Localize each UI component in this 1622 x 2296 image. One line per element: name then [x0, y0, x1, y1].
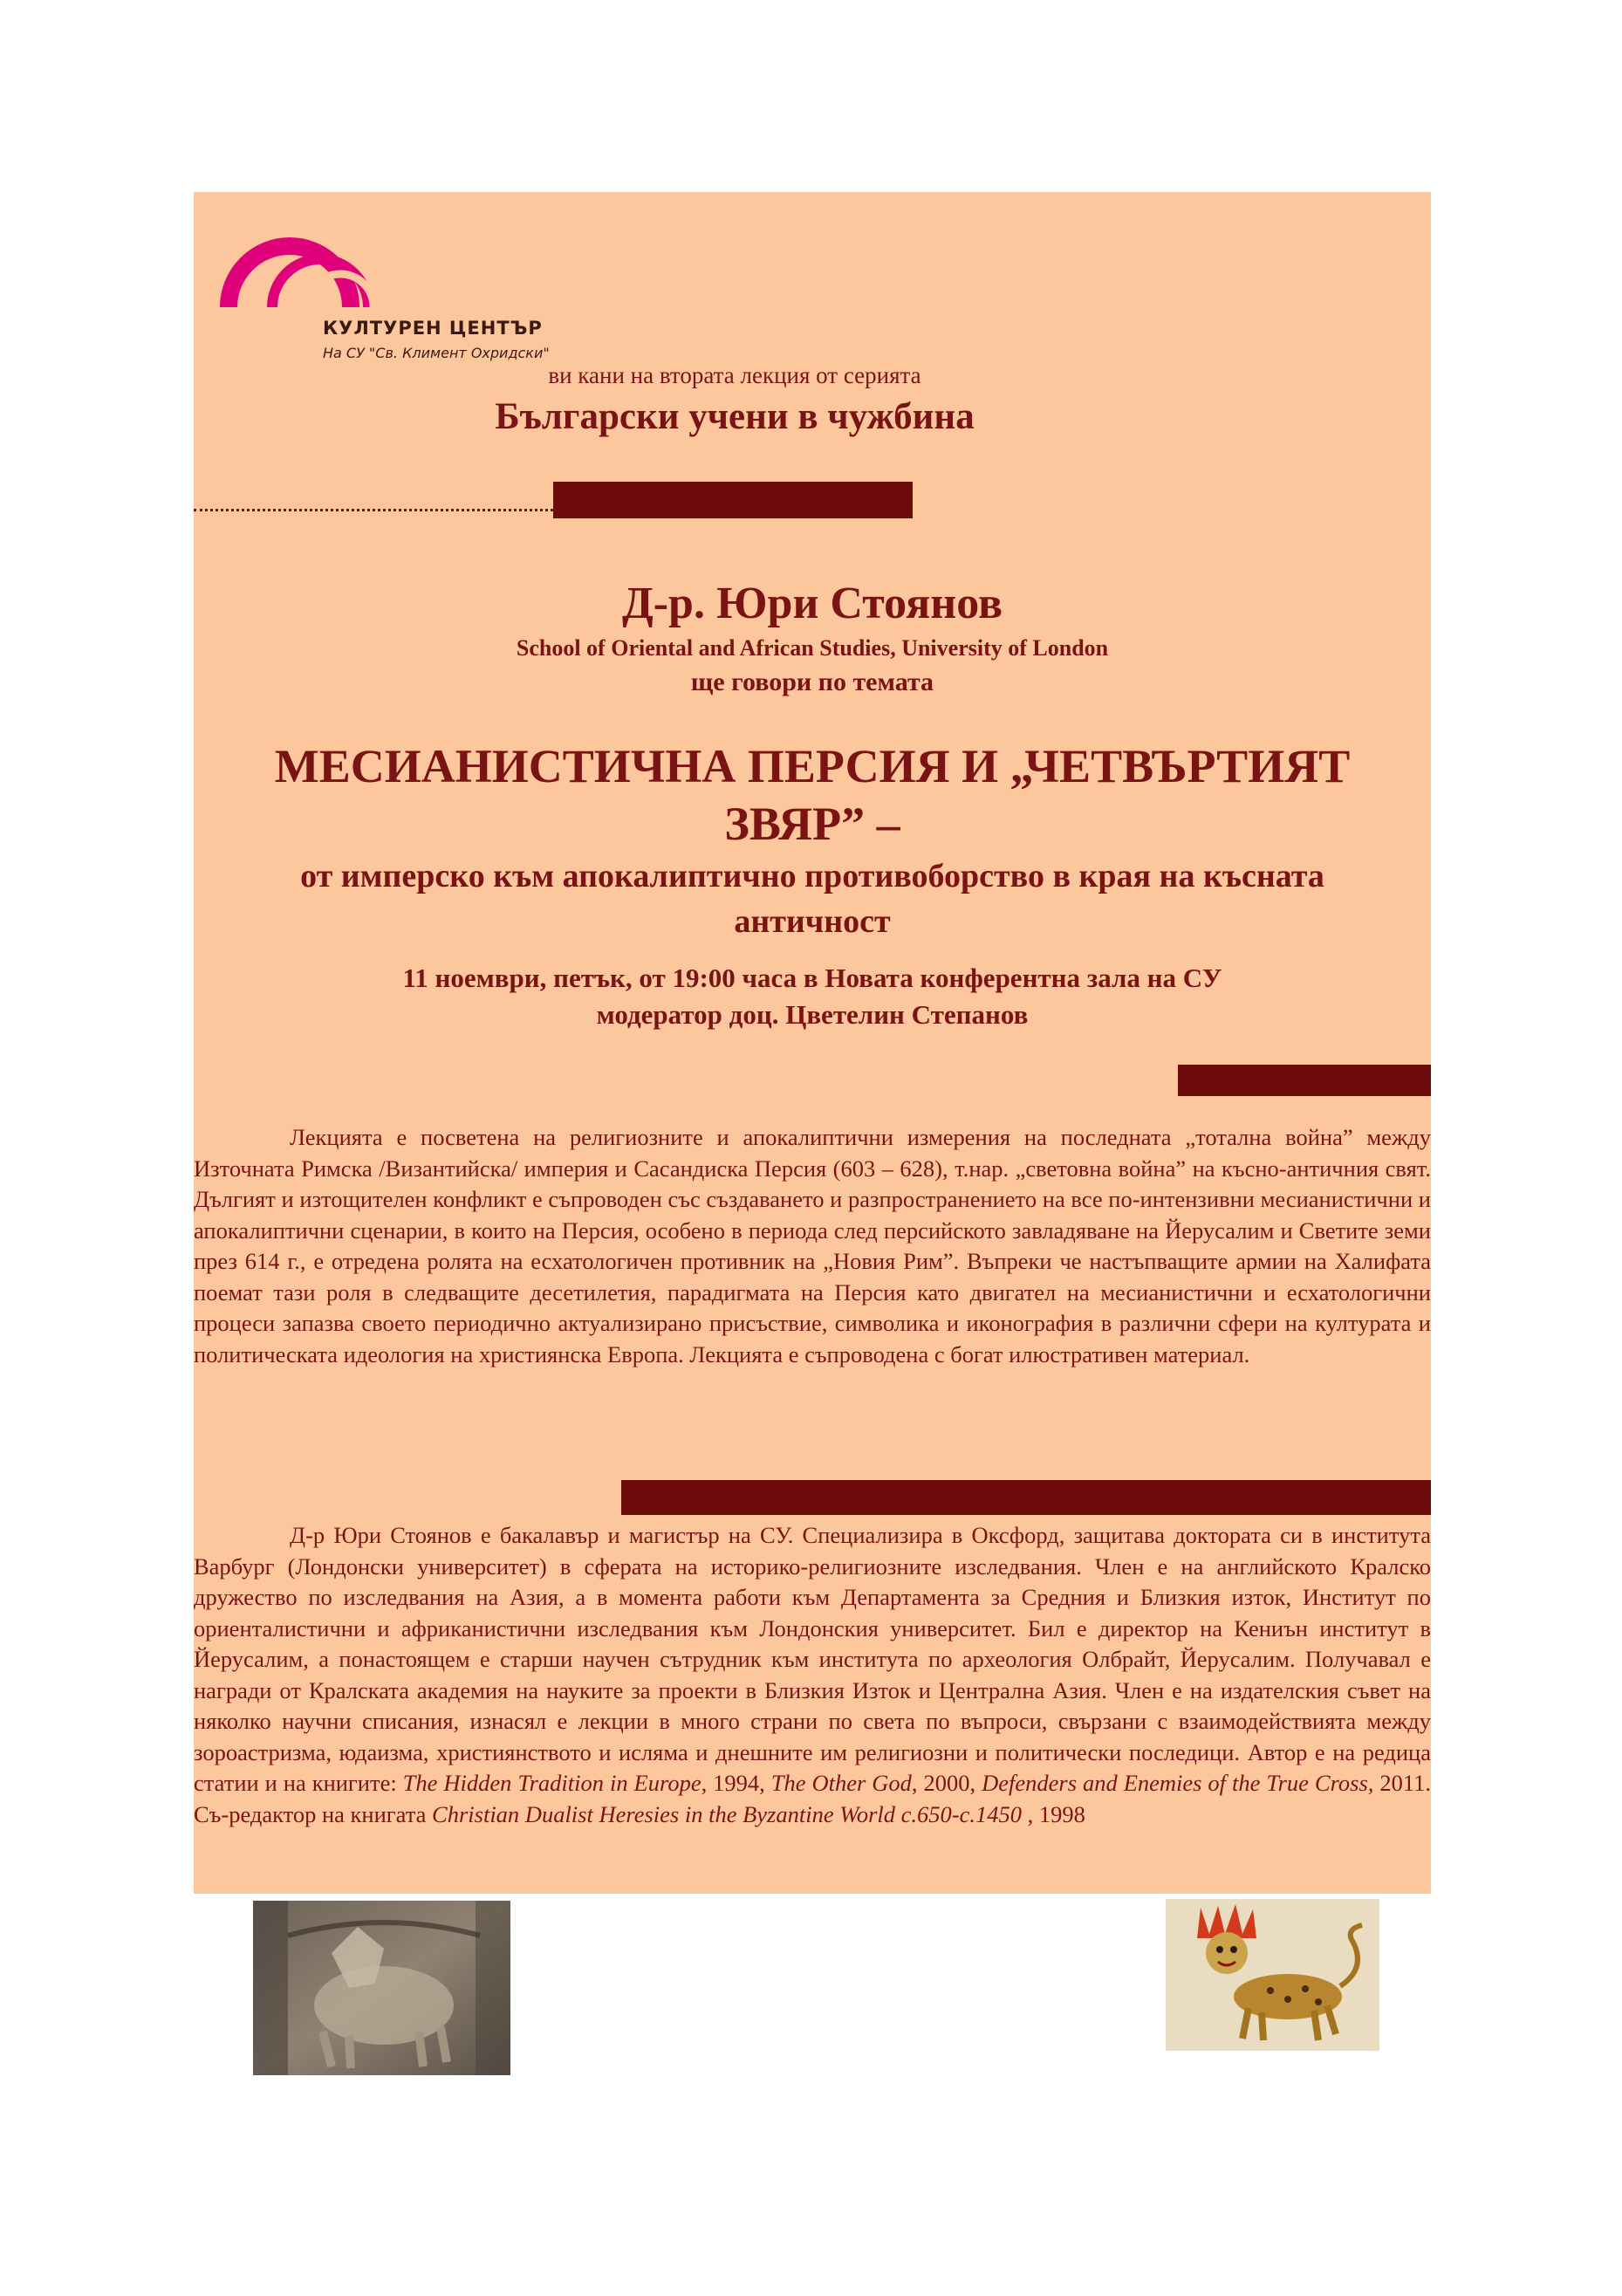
book-year: 2011. Съ-редактор на книгата: [194, 1770, 1432, 1827]
poster: [194, 192, 1431, 1894]
logo-subtitle: На СУ "Св. Климент Охридски": [323, 345, 550, 361]
bio-text: Д-р Юри Стоянов е бакалавър и магистър на СУ. Специализира в Оксфорд, защитава доктората си в института Варбург (Лондонски университет) в сферата на историко-религиозните изследвания. Член е на английското Кралско дружество по изследвания на Азия, а в момента работи към Департамента за Средния и Близкия изток, Институт по ориенталистични и африканистични изследвания към Лондонския университет. Бил е директор на Кениън институт в Йерусалим, а понастоящем е старши научен сътрудник към института по археология Олбрайт, Йерусалим. Получавал е награди от Кралската академия на науките за проекти в Близкия Изток и Централна Азия. Член е на издателския съвет на няколко научни списания, изнасял е лекции в много страни по света по въпроси, свързани с взаимодействията между зороастризма, юдаизма, християнството и исляма и днешните им религиозни и политически последици. Автор е на редица статии и на книгите:: [194, 1522, 1431, 1796]
cultural-center-logo: [220, 211, 595, 361]
dotted-divider: [194, 509, 553, 511]
event-moderator: модератор доц. Цветелин Степанов: [596, 999, 1029, 1030]
rock-relief-image: [253, 1901, 510, 2075]
book-title: The Other God: [770, 1770, 912, 1796]
series-title: Български учени в чужбина: [495, 396, 975, 437]
book-title: Christian Dualist Heresies in the Byzantine World c.650-c.1450: [432, 1800, 1022, 1827]
lecture-title: МЕСИАНИСТИЧНА ПЕРСИЯ И „ЧЕТВЪРТИЯТ ЗВЯР” –: [274, 740, 1351, 850]
speaker-affiliation: School of Oriental and African Studies, University of London: [516, 635, 1109, 661]
book-title: Defenders and Enemies of the True Cross,: [982, 1770, 1374, 1796]
logo-name: КУЛТУРЕН ЦЕНТЪР: [323, 318, 543, 339]
divider-bar-long: [621, 1480, 1431, 1515]
divider-bar: [553, 482, 913, 518]
book-year: 1994,: [707, 1770, 771, 1796]
invite-text: ви кани на втората лекция от серията: [548, 362, 921, 388]
divider-bar-right: [1178, 1065, 1431, 1096]
book-year: , 2000,: [911, 1770, 982, 1796]
lecture-description: Лекцията е посветена на религиозните и апокалиптични измерения на последната „тотална война” между Източната Римска /Византийска/ империя и Сасандиска Персия (603 – 628), т.нар. „световна война” на късно-античния свят. Дългият и изтощителен конфликт е съпроводен със създаването и разпространението на все по-интензивни месианистични и апокалиптични сценарии, в които на Персия, особено в периода след персийското завладяване на Йерусалим и Светите земи през 614 г., е отредена ролята на есхатологичен противник на „Новия Рим”. Въпреки че настъпващите армии на Халифата поемат тази роля в следващите десетилетия, парадигмата на Персия като двигател на месианистични и есхатологични процеси запазва своето периодично актуализирано присъствие, символика и иконография в различни сфери на културата и политическата идеология на християнска Европа. Лекцията е съпроводена с богат илюстративен материал.: [194, 1124, 1431, 1367]
fourth-beast-miniature: [1166, 1899, 1379, 2051]
speaker-name: Д-р. Юри Стоянов: [621, 579, 1003, 628]
event-details: [194, 960, 1431, 1033]
lecture-subtitle: от имперско към апокалиптично противоборство в края на късната античност: [300, 858, 1324, 940]
topic-intro: ще говори по темата: [690, 668, 934, 696]
logo-arcs-icon: [220, 211, 421, 316]
speaker-bio: [194, 1520, 1431, 1830]
book-year: , 1998: [1022, 1800, 1085, 1827]
event-datetime: 11 ноември, петък, от 19:00 часа в Новата конферентна зала на СУ: [402, 963, 1222, 993]
book-title: The Hidden Tradition in Europe,: [402, 1770, 708, 1796]
